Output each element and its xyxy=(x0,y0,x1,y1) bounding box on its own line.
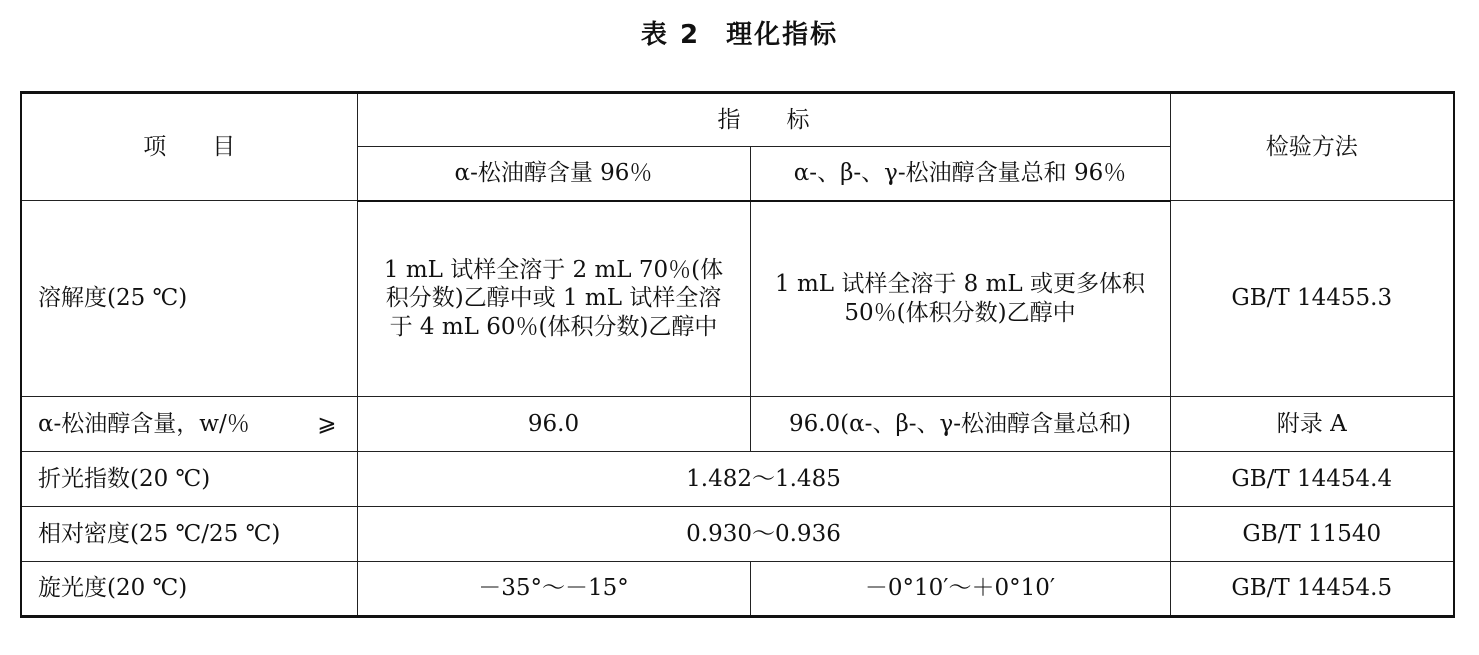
table-row xyxy=(21,397,1454,452)
header-row-1 xyxy=(21,93,1454,147)
table-title: 理化指标 xyxy=(726,20,839,50)
row-item-cell xyxy=(21,397,357,452)
row-item-sign: ⩾ xyxy=(317,410,337,437)
header-col1: α-松油醇含量 96％ xyxy=(357,147,750,201)
row-method: GB/T 14454.4 xyxy=(1170,452,1454,507)
header-col2: α-、β-、γ-松油醇含量总和 96％ xyxy=(750,147,1170,201)
row-item: 旋光度(20 ℃) xyxy=(21,562,357,617)
row-method: GB/T 11540 xyxy=(1170,507,1454,562)
row-item: α-松油醇含量，w/％ xyxy=(38,410,250,437)
row-method: GB/T 14455.3 xyxy=(1170,201,1454,397)
table-caption xyxy=(0,14,1479,51)
table-row xyxy=(21,201,1454,397)
header-item: 项 目 xyxy=(21,93,357,201)
header-method: 检验方法 xyxy=(1170,93,1454,201)
table-row xyxy=(21,452,1454,507)
row-col1: 1 mL 试样全溶于 2 mL 70％(体积分数)乙醇中或 1 mL 试样全溶于 4 mL 60％(体积分数)乙醇中 xyxy=(357,201,750,397)
row-col2: 96.0(α-、β-、γ-松油醇含量总和) xyxy=(750,397,1170,452)
row-method: GB/T 14454.5 xyxy=(1170,562,1454,617)
table-row xyxy=(21,507,1454,562)
row-col1: －35°～－15° xyxy=(357,562,750,617)
row-value: 0.930～0.936 xyxy=(357,507,1170,562)
row-col2: 1 mL 试样全溶于 8 mL 或更多体积 50％(体积分数)乙醇中 xyxy=(750,201,1170,397)
header-indicator: 指 标 xyxy=(357,93,1170,147)
row-item: 相对密度(25 ℃/25 ℃) xyxy=(21,507,357,562)
row-method: 附录 A xyxy=(1170,397,1454,452)
row-value: 1.482～1.485 xyxy=(357,452,1170,507)
table-row xyxy=(21,562,1454,617)
physicochemical-table xyxy=(20,91,1455,618)
row-item: 折光指数(20 ℃) xyxy=(21,452,357,507)
row-col1: 96.0 xyxy=(357,397,750,452)
row-item: 溶解度(25 ℃) xyxy=(21,201,357,397)
row-col2: －0°10′～＋0°10′ xyxy=(750,562,1170,617)
table-number: 表 2 xyxy=(640,20,701,50)
